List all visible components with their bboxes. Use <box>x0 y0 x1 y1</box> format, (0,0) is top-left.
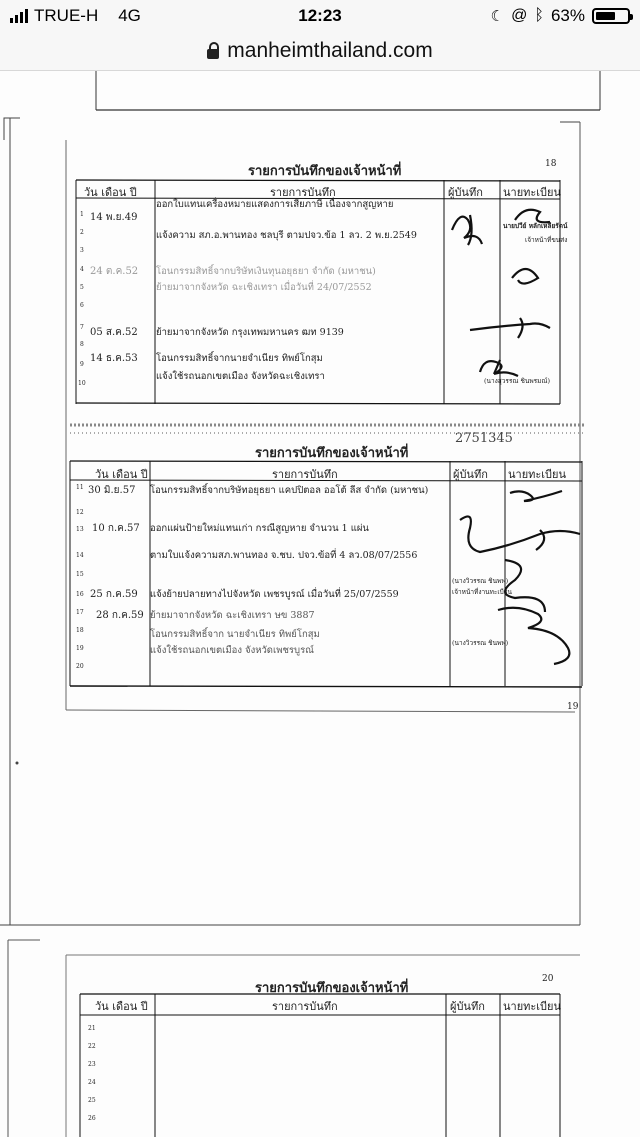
status-bar <box>0 0 640 32</box>
clock: 12:23 <box>298 6 342 25</box>
signature-4 <box>470 318 550 338</box>
registrar-note: (นางวิวรรณ ชินพพ) <box>452 639 509 647</box>
signature-3 <box>512 269 538 284</box>
registrar-note: เจ้าหน้าที่งานทะเบียน <box>452 588 512 596</box>
line-number: 19 <box>76 645 84 652</box>
page-19-number: 19 <box>567 702 579 712</box>
col-registrar-header: นายทะเบียน <box>503 1000 562 1013</box>
col-record-header: รายการบันทึก <box>270 186 336 199</box>
entry-line: ออกใบแทนเครื่องหมายแสดงการเสียภาษี เนื่องจากสูญหาย <box>156 199 394 210</box>
col-registrar-header: นายทะเบียน <box>508 468 567 481</box>
carrier-name: TRUE-H <box>34 6 99 25</box>
url-text[interactable]: manheimthailand.com <box>227 39 433 62</box>
entry-line: ออกแผ่นป้ายใหม่แทนเก่า กรณีสูญหาย จำนวน 1 แผ่น <box>150 523 369 534</box>
registrar-note: เจ้าหน้าที่ขนส่ง <box>525 236 568 244</box>
line-number: 20 <box>76 663 84 670</box>
col-registrar-header: นายทะเบียน <box>503 186 562 199</box>
page-19-title: รายการบันทึกของเจ้าหน้าที่ <box>255 446 409 461</box>
entry-date: 24 ต.ค.52 <box>90 266 139 277</box>
registrar-note: (นางวิวรรณ ชินพพ) <box>452 577 509 585</box>
status-icons <box>491 6 630 26</box>
col-record-header: รายการบันทึก <box>272 1000 338 1013</box>
entry-line: โอนกรรมสิทธิ์จากบริษัทอยุธยา แคปปิตอล ออโต้ ลีส จำกัด (มหาชน) <box>150 485 429 496</box>
battery-icon <box>592 8 630 24</box>
address-bar[interactable] <box>0 32 640 71</box>
entry-date: 05 ส.ค.52 <box>90 327 138 338</box>
col-date-header: วัน เดือน ปี <box>84 186 137 199</box>
line-number: 11 <box>76 484 84 491</box>
col-record-header: รายการบันทึก <box>272 468 338 481</box>
line-number: 18 <box>76 627 84 634</box>
line-number: 22 <box>88 1043 96 1050</box>
entry-date: 25 ก.ค.59 <box>90 589 138 600</box>
entry-line: ย้ายมาจากจังหวัด ฉะเชิงเทรา เมื่อวันที่ 24/07/2552 <box>156 282 372 293</box>
line-number: 16 <box>76 591 84 598</box>
registrar-note: นายปวีย์ หลักเหลียรัตน์ <box>503 222 568 230</box>
line-number: 7 <box>80 324 84 331</box>
col-recorder-header: ผู้บันทึก <box>450 1000 485 1013</box>
entry-date: 30 มิ.ย.57 <box>88 485 136 496</box>
signature-5 <box>480 360 518 376</box>
entry-line: ตามใบแจ้งความสภ.พานทอง จ.ชบ. ปจว.ข้อที่ 4 ลว.08/07/2556 <box>150 550 418 561</box>
signature-8 <box>505 560 545 612</box>
line-number: 6 <box>80 302 84 309</box>
entry-date: 14 พ.ย.49 <box>90 212 138 223</box>
entry-line: ย้ายมาจากจังหวัด กรุงเทพมหานคร ฒท 9139 <box>156 327 344 338</box>
line-number: 25 <box>88 1097 96 1104</box>
col-recorder-header: ผู้บันทึก <box>453 468 488 481</box>
line-number: 10 <box>78 380 86 387</box>
signature-7 <box>460 516 580 552</box>
col-date-header: วัน เดือน ปี <box>95 1000 148 1013</box>
rotation-lock-icon: @ <box>511 7 528 24</box>
line-number: 2 <box>80 229 84 236</box>
bluetooth-icon: ᛒ <box>534 7 544 24</box>
document-view[interactable] <box>0 71 640 1137</box>
line-number: 26 <box>88 1115 96 1122</box>
network-type: 4G <box>118 6 141 25</box>
entry-line: โอนกรรมสิทธิ์จากนายจำเนียร ทิพย์โกสุม <box>156 353 323 364</box>
lock-icon <box>207 49 219 59</box>
line-number: 17 <box>76 609 84 616</box>
signature-9 <box>498 608 569 664</box>
battery-percent: 63% <box>550 6 585 25</box>
page-18-number: 18 <box>545 159 557 169</box>
document-serial: 2751345 <box>455 431 513 446</box>
entry-line: ย้ายมาจากจังหวัด ฉะเชิงเทรา ษข 3887 <box>150 610 315 621</box>
entry-date: 14 ธ.ค.53 <box>90 353 138 364</box>
entry-line: โอนกรรมสิทธิ์จากบริษัทเงินทุนอยุธยา จำกัด (มหาชน) <box>156 266 376 277</box>
moon-icon: ☾ <box>490 8 505 25</box>
line-number: 13 <box>76 526 84 533</box>
line-number: 14 <box>76 552 84 559</box>
signature-6 <box>510 491 562 501</box>
line-number: 15 <box>76 571 84 578</box>
line-number: 3 <box>80 247 84 254</box>
line-number: 21 <box>88 1025 96 1032</box>
entry-line: แจ้งย้ายปลายทางไปจังหวัด เพชรบูรณ์ เมื่อวันที่ 25/07/2559 <box>150 589 399 600</box>
line-number: 4 <box>80 266 84 273</box>
line-number: 1 <box>80 211 84 218</box>
page-20-title: รายการบันทึกของเจ้าหน้าที่ <box>255 981 409 996</box>
line-number: 5 <box>80 284 84 291</box>
col-recorder-header: ผู้บันทึก <box>448 186 483 199</box>
col-date-header: วัน เดือน ปี <box>95 468 148 481</box>
line-number: 8 <box>80 341 84 348</box>
line-number: 24 <box>88 1079 96 1086</box>
line-number: 23 <box>88 1061 96 1068</box>
entry-line: แจ้งใช้รถนอกเขตเมือง จังหวัดฉะเชิงเทรา <box>156 371 325 382</box>
registrar-note: (นางสุวรรณ ชินพรมณ์) <box>484 377 550 385</box>
signature-1 <box>452 215 482 245</box>
line-number: 12 <box>76 509 84 516</box>
entry-line: แจ้งใช้รถนอกเขตเมือง จังหวัดเพชรบูรณ์ <box>150 645 314 656</box>
entry-date: 10 ก.ค.57 <box>92 523 140 534</box>
page-20-number: 20 <box>542 974 554 984</box>
line-number: 9 <box>80 361 84 368</box>
entry-date: 28 ก.ค.59 <box>96 610 144 621</box>
page-18-title: รายการบันทึกของเจ้าหน้าที่ <box>248 164 402 179</box>
entry-line: โอนกรรมสิทธิ์จาก นายจำเนียร ทิพย์โกสุม <box>150 629 320 640</box>
entry-line: แจ้งความ สภ.อ.พานทอง ชลบุรี ตามปจว.ข้อ 1 ลว. 2 พ.ย.2549 <box>156 230 417 241</box>
